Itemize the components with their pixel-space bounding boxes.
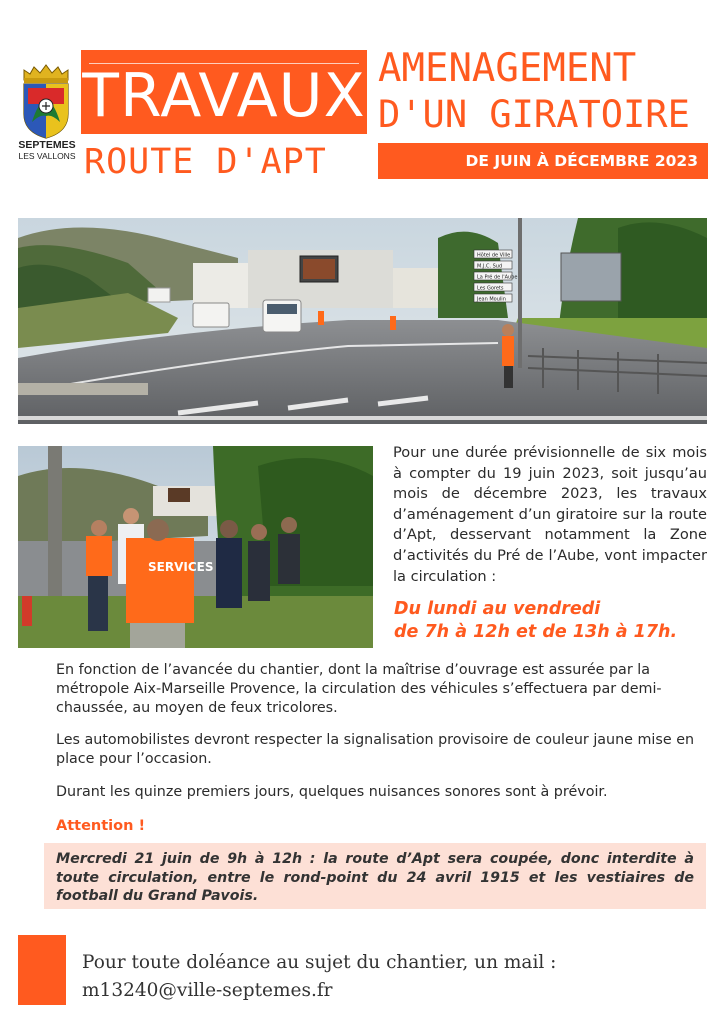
city-name: [14, 140, 80, 160]
contact-info: [82, 949, 556, 1005]
schedule-hours: de 7h à 12h et de 13h à 17h.: [394, 622, 678, 642]
paragraph-nuisances: Durant les quinze premiers jours, quelques nuisances sonores sont à prévoir.: [56, 784, 608, 800]
intro-text: [393, 443, 707, 587]
contact-text: Pour toute doléance au sujet du chantier, un mail :: [82, 952, 557, 973]
page-subtitle: ROUTE D'APT: [84, 142, 327, 182]
attention-label: Attention !: [56, 818, 146, 834]
schedule: [394, 598, 677, 644]
city-name-line2: LES VALLONS: [18, 150, 76, 161]
paragraph-circulation: En fonction de l’avancée du chantier, dont la maîtrise d’ouvrage est assurée par la métropole Aix-Marseille Provence, la circulation des véhicules s’effectuera par demi-chaussée, au moyen de feux tricolores.: [56, 662, 662, 716]
road-sign-label: M.J.C. Sud: [477, 263, 503, 270]
headline: [378, 46, 710, 138]
contact-email[interactable]: m13240@ville-septemes.fr: [82, 980, 333, 1001]
headline-line1: AMENAGEMENT: [378, 46, 637, 91]
roadworks-photo-wide: [18, 218, 707, 424]
page-title: TRAVAUX: [82, 61, 366, 131]
schedule-days: Du lundi au vendredi: [394, 599, 601, 619]
road-sign-label: Les Gorets: [477, 285, 504, 292]
headline-line2: D'UN GIRATOIRE: [378, 93, 690, 136]
road-sign-label: Jean Moulin: [477, 296, 506, 303]
road-sign-label: La Pré de l'Aube: [477, 274, 518, 281]
paragraph-signalisation: Les automobilistes devront respecter la signalisation provisoire de couleur jaune mise en place pour l’occasion.: [56, 732, 695, 767]
city-name-line1: SEPTEMES: [18, 139, 76, 151]
workers-photo: [18, 446, 373, 648]
footer-accent-block: [18, 935, 66, 1005]
road-closure-notice: Mercredi 21 juin de 9h à 12h : la route d’Apt sera coupée, donc interdite à toute circulation, entre le rond-point du 24 avril 1915 et les vestiaires de football du Grand Pavois.: [44, 843, 706, 909]
vest-logo-text: SERVICES: [148, 560, 214, 574]
road-sign-label: Hôtel de Ville: [477, 252, 511, 259]
date-banner: DE JUIN À DÉCEMBRE 2023: [378, 143, 708, 179]
intro-paragraph: Pour une durée prévisionnelle de six mois à compter du 19 juin 2023, soit jusqu’au mois de décembre 2023, les travaux d’aménagement d’un giratoire sur la route d’Apt, desservant notamment la Zone d’activités du Pré de l’Aube, vont impacter la circulation :: [393, 444, 707, 585]
